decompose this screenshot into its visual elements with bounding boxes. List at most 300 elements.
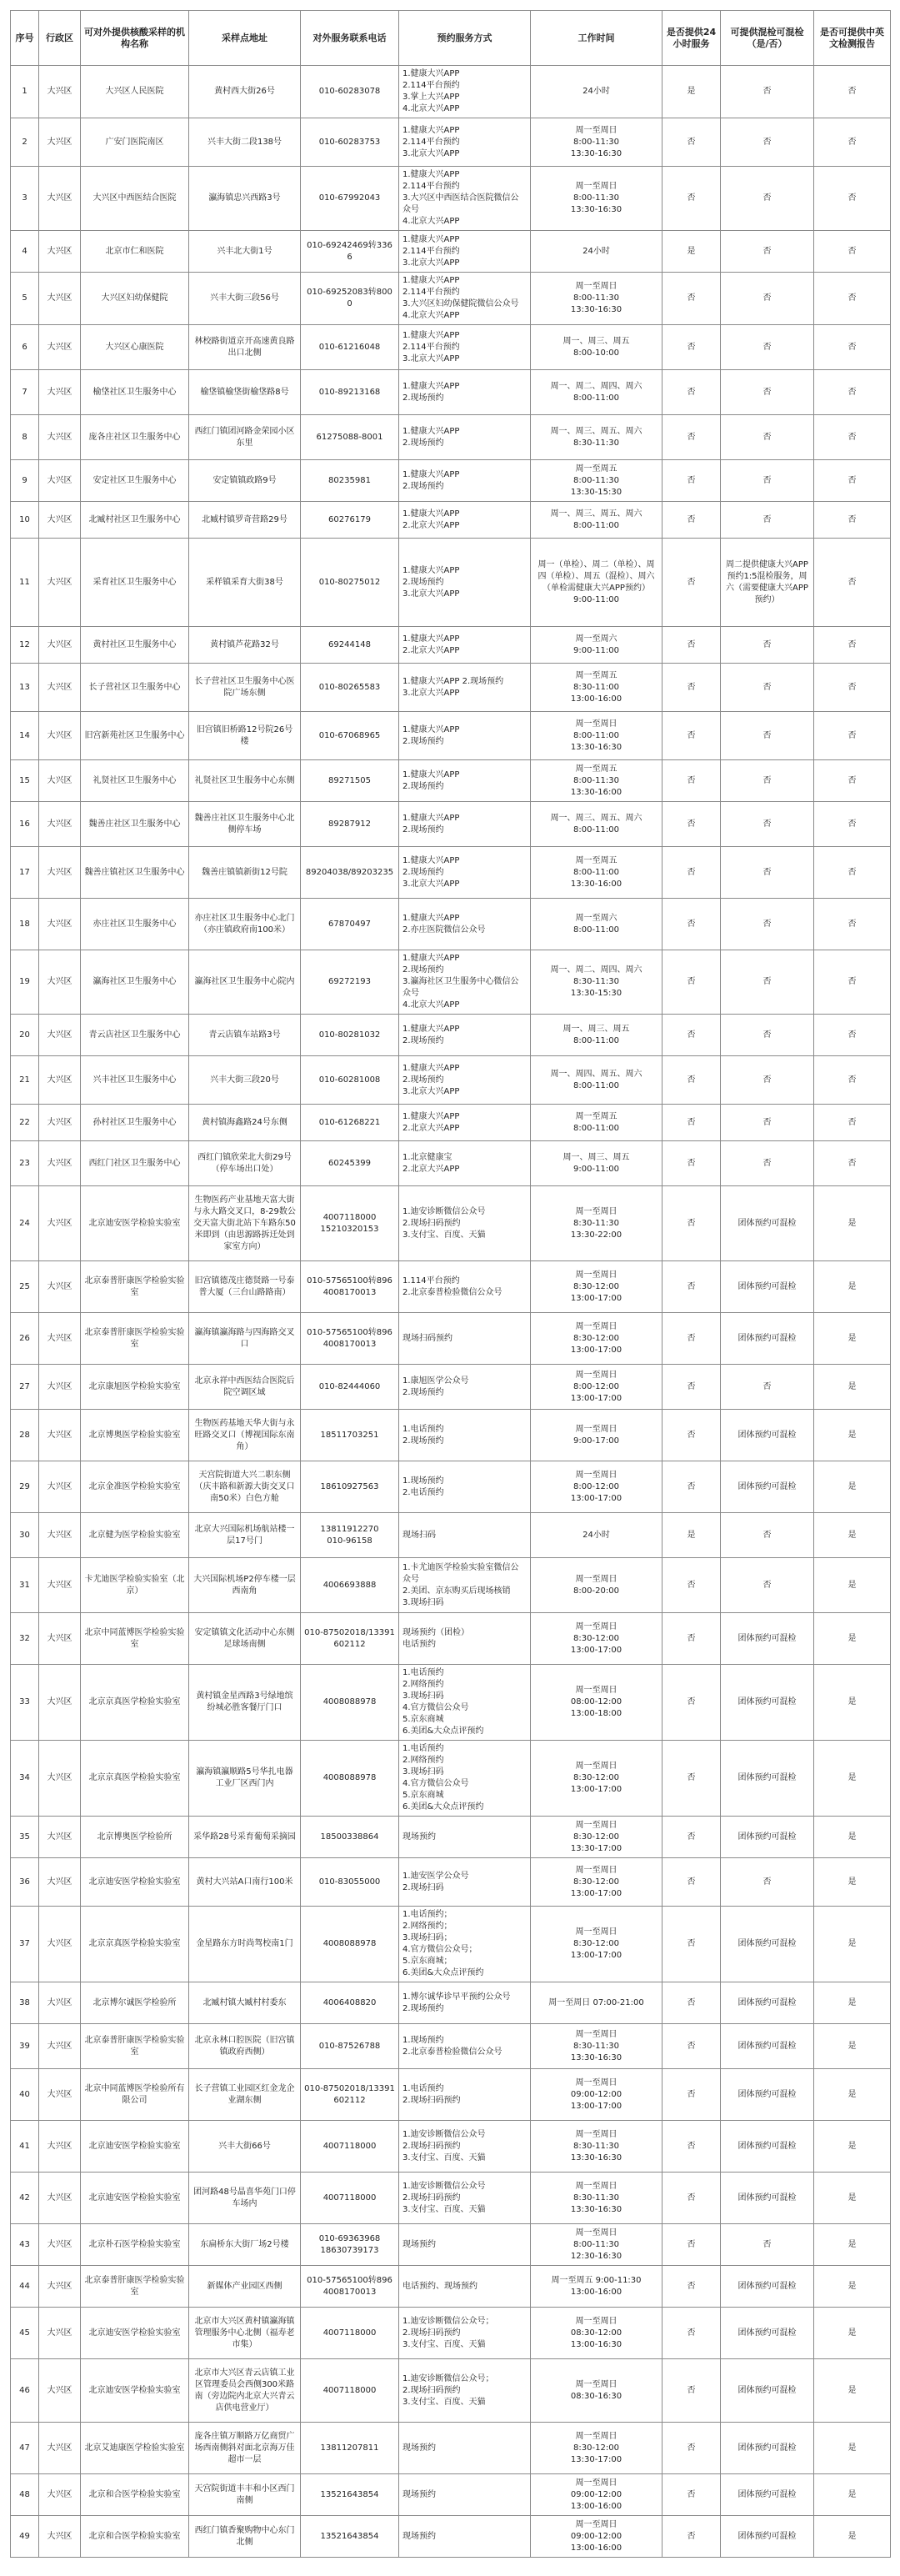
cell-booking-text: 现场预约	[402, 1832, 436, 1842]
cell-institution-text: 黄村社区卫生服务中心	[92, 639, 177, 649]
cell-index	[11, 2173, 39, 2224]
cell-pooled-text: 否	[762, 639, 772, 649]
cell-district-text: 大兴区	[47, 342, 72, 352]
cell-24h	[662, 712, 721, 760]
table-row	[11, 2069, 891, 2121]
cell-institution	[81, 760, 189, 802]
cell-phone	[301, 712, 399, 760]
cell-pooled	[721, 1056, 814, 1105]
table-row	[11, 1186, 891, 1261]
cell-booking	[399, 2516, 531, 2558]
cell-district-text: 大兴区	[47, 475, 72, 485]
cell-booking	[399, 899, 531, 950]
cell-hours	[531, 712, 662, 760]
cell-booking	[399, 627, 531, 664]
cell-24h	[662, 760, 721, 802]
cell-24h-text: 否	[687, 2141, 696, 2151]
cell-booking	[399, 2024, 531, 2069]
table-row	[11, 1105, 891, 1141]
cell-phone-text: 13811207811	[320, 2443, 379, 2453]
cell-index-text: 49	[19, 2531, 30, 2541]
table-row	[11, 118, 891, 167]
cell-address	[189, 1056, 301, 1105]
cell-district	[39, 1105, 81, 1141]
cell-institution-text: 北京泰普肝康医学检验实验室	[84, 1275, 185, 1297]
cell-hours-text: 周一、周四、周五、周六 8:00-11:00	[550, 1069, 642, 1090]
cell-institution-text: 北京中同蓝博医学检验实验室	[84, 1627, 185, 1649]
cell-institution	[81, 1817, 189, 1858]
cell-pooled	[721, 1982, 814, 2024]
table-row	[11, 370, 891, 415]
cell-phone	[301, 1513, 399, 1558]
cell-address	[189, 1261, 301, 1313]
cell-district	[39, 460, 81, 502]
cell-institution-text: 瀛海社区卫生服务中心	[92, 977, 177, 986]
cell-hours	[531, 370, 662, 415]
cell-booking-text: 1.健康大兴APP 2.114平台预约 3.大兴区妇幼保健院微信公众号 4.北京大兴APP	[402, 276, 519, 320]
cell-address-text: 新媒体产业园区西侧	[207, 2281, 282, 2291]
cell-institution	[81, 2423, 189, 2474]
cell-pooled-text: 否	[762, 1530, 772, 1540]
cell-booking	[399, 1461, 531, 1513]
cell-booking	[399, 712, 531, 760]
cell-district-text: 大兴区	[47, 682, 72, 692]
cell-bilingual	[814, 2024, 891, 2069]
cell-hours-text: 周一至周五 9:00-11:30 13:00-16:00	[551, 2275, 642, 2297]
cell-district	[39, 2516, 81, 2558]
cell-hours-text: 周一至周五 8:00-11:00 13:30-16:00	[570, 855, 622, 889]
cell-booking	[399, 1261, 531, 1313]
cell-pooled	[721, 1613, 814, 1665]
cell-phone	[301, 627, 399, 664]
cell-hours	[531, 2516, 662, 2558]
cell-district	[39, 1461, 81, 1513]
cell-index-text: 40	[19, 2089, 30, 2099]
cell-address	[189, 950, 301, 1015]
cell-bilingual-text: 否	[848, 387, 857, 397]
cell-institution	[81, 1410, 189, 1461]
cell-pooled-text: 团体预约可混检	[738, 1481, 797, 1491]
cell-24h	[662, 1365, 721, 1410]
cell-phone	[301, 950, 399, 1015]
cell-booking-text: 1.现场预约 2.电话预约	[402, 1476, 444, 1497]
cell-hours	[531, 502, 662, 539]
cell-address-text: 生物医药基地天华大街与永旺路交叉口（博视国际东南角）	[194, 1418, 295, 1451]
cell-booking	[399, 415, 531, 460]
cell-index-text: 12	[19, 639, 30, 649]
cell-address-text: 天宫院街道丰丰和小区西门南侧	[194, 2483, 295, 2505]
cell-district-text: 大兴区	[47, 977, 72, 986]
cell-hours-text: 24小时	[582, 246, 610, 256]
cell-bilingual-text: 否	[848, 977, 857, 986]
cell-phone-text: 13521643854	[320, 2489, 379, 2499]
cell-district	[39, 415, 81, 460]
cell-booking	[399, 847, 531, 899]
cell-index-text: 7	[22, 387, 28, 397]
cell-bilingual-text: 否	[848, 919, 857, 929]
cell-address	[189, 2121, 301, 2173]
cell-pooled	[721, 325, 814, 370]
cell-district-text: 大兴区	[47, 577, 72, 587]
cell-pooled-text: 否	[762, 193, 772, 203]
cell-bilingual-text: 否	[848, 342, 857, 352]
cell-phone-text: 010-83055000	[318, 1877, 381, 1887]
cell-institution-text: 安定社区卫生服务中心	[92, 475, 177, 485]
cell-24h	[662, 231, 721, 273]
cell-index-text: 22	[19, 1117, 30, 1127]
cell-address	[189, 1365, 301, 1410]
cell-hours	[531, 325, 662, 370]
cell-institution-text: 北京健为医学检验实验室	[88, 1530, 181, 1540]
table-row	[11, 1261, 891, 1313]
cell-booking	[399, 167, 531, 231]
cell-24h-text: 否	[687, 1381, 696, 1391]
cell-24h	[662, 2359, 721, 2423]
cell-bilingual-text: 否	[848, 730, 857, 740]
cell-booking	[399, 1015, 531, 1056]
table-row	[11, 1907, 891, 1982]
cell-24h-text: 否	[687, 2489, 696, 2499]
cell-district-text: 大兴区	[47, 2531, 72, 2541]
cell-bilingual	[814, 1461, 891, 1513]
cell-24h-text: 否	[687, 1697, 696, 1706]
cell-district-text: 大兴区	[47, 1158, 72, 1168]
cell-index	[11, 1558, 39, 1613]
cell-24h-text: 否	[687, 137, 696, 147]
cell-bilingual	[814, 664, 891, 712]
cell-booking-text: 1.健康大兴APP 2.114平台预约 3.北京大兴APP	[402, 125, 460, 158]
cell-bilingual	[814, 1907, 891, 1982]
cell-district-text: 大兴区	[47, 1481, 72, 1491]
cell-pooled	[721, 2423, 814, 2474]
cell-phone	[301, 1056, 399, 1105]
cell-bilingual	[814, 2173, 891, 2224]
cell-institution-text: 北京迪安医学检验实验室	[88, 1877, 181, 1887]
cell-24h-text: 否	[687, 1877, 696, 1887]
cell-phone-text: 010-67992043	[318, 193, 381, 203]
cell-bilingual-text: 否	[848, 1075, 857, 1085]
cell-bilingual-text: 否	[848, 1030, 857, 1040]
cell-pooled-text: 否	[762, 293, 772, 303]
cell-bilingual-text: 是	[848, 2281, 857, 2291]
cell-booking-text: 1.114平台预约 2.北京泰普检验微信公众号	[402, 1275, 502, 1297]
cell-hours-text: 周一至周五 8:00-11:30 13:30-16:00	[570, 764, 622, 797]
cell-district-text: 大兴区	[47, 514, 72, 524]
cell-district-text: 大兴区	[47, 2281, 72, 2291]
cell-index	[11, 1141, 39, 1186]
cell-phone-text: 13811912270 010-96158	[320, 1524, 379, 1546]
cell-address	[189, 2516, 301, 2558]
cell-index-text: 37	[19, 1939, 30, 1948]
cell-booking	[399, 1410, 531, 1461]
cell-district-text: 大兴区	[47, 1939, 72, 1948]
cell-district	[39, 1410, 81, 1461]
cell-hours	[531, 2359, 662, 2423]
cell-hours	[531, 1741, 662, 1817]
cell-index-text: 24	[19, 1218, 30, 1228]
header-bilingual: 是否可提供中英文检测报告	[814, 11, 891, 66]
cell-booking-text: 1.电话预约 2.现场扫码预约	[402, 2083, 461, 2105]
cell-hours	[531, 2423, 662, 2474]
cell-pooled	[721, 802, 814, 847]
cell-phone	[301, 1858, 399, 1907]
cell-institution-text: 北京艾迪康医学检验实验室	[84, 2443, 185, 2453]
cell-index-text: 43	[19, 2239, 30, 2249]
header-row	[11, 11, 891, 66]
table-row	[11, 231, 891, 273]
cell-address-text: 庞各庄镇万顺路万亿商贸广场西南侧斜对面北京海万佳超市一层	[194, 2431, 295, 2464]
cell-district	[39, 1015, 81, 1056]
cell-pooled	[721, 2121, 814, 2173]
cell-pooled	[721, 1741, 814, 1817]
table-row	[11, 2121, 891, 2173]
cell-index-text: 14	[19, 730, 30, 740]
cell-booking-text: 1.电话预约 2.网络预约 3.现场扫码 4.官方微信公众号 5.京东商城 6.美团&大众点评预约	[402, 1668, 484, 1736]
cell-hours	[531, 2024, 662, 2069]
cell-24h	[662, 1513, 721, 1558]
cell-hours	[531, 1817, 662, 1858]
cell-institution	[81, 2308, 189, 2359]
cell-pooled	[721, 273, 814, 325]
cell-address	[189, 1313, 301, 1365]
cell-district-text: 大兴区	[47, 432, 72, 442]
cell-district-text: 大兴区	[47, 1997, 72, 2007]
cell-hours-text: 24小时	[582, 87, 610, 96]
cell-phone	[301, 1365, 399, 1410]
cell-booking	[399, 1313, 531, 1365]
cell-24h-text: 否	[687, 1580, 696, 1590]
cell-institution	[81, 1186, 189, 1261]
cell-booking-text: 1.健康大兴APP 2.北京大兴APP	[402, 509, 460, 530]
cell-hours	[531, 1313, 662, 1365]
cell-address	[189, 1513, 301, 1558]
cell-institution	[81, 2024, 189, 2069]
cell-index-text: 27	[19, 1381, 30, 1391]
cell-index	[11, 1741, 39, 1817]
cell-pooled-text: 否	[762, 819, 772, 829]
cell-address	[189, 460, 301, 502]
cell-phone	[301, 2308, 399, 2359]
cell-phone	[301, 2121, 399, 2173]
cell-hours-text: 周一至周日 8:00-11:00 13:30-16:30	[570, 719, 622, 752]
cell-index	[11, 1461, 39, 1513]
cell-hours-text: 周一至周日 8:00-12:00 13:00-17:00	[570, 1470, 622, 1503]
cell-district	[39, 760, 81, 802]
cell-institution	[81, 712, 189, 760]
cell-district	[39, 712, 81, 760]
cell-address-text: 西红门镇团河路金荣园小区东里	[194, 426, 295, 448]
cell-hours-text: 周一（单检）、周二（单检）、周四（单检）、周五（混检）、周六（单检需健康大兴APP预约） 9:00-11:00	[538, 559, 655, 604]
cell-address	[189, 1613, 301, 1665]
cell-index	[11, 502, 39, 539]
cell-24h	[662, 1261, 721, 1313]
cell-phone	[301, 231, 399, 273]
cell-institution-text: 礼贤社区卫生服务中心	[92, 775, 177, 785]
cell-bilingual	[814, 1056, 891, 1105]
cell-24h-text: 否	[687, 577, 696, 587]
cell-24h-text: 否	[687, 2281, 696, 2291]
cell-booking-text: 1.健康大兴APP 2.114平台预约 3.北京大兴APP	[402, 330, 460, 363]
cell-address	[189, 167, 301, 231]
cell-institution	[81, 325, 189, 370]
cell-booking-text: 1.电话预约 2.现场预约	[402, 1424, 444, 1446]
cell-index	[11, 664, 39, 712]
cell-district-text: 大兴区	[47, 2041, 72, 2051]
cell-index-text: 21	[19, 1075, 30, 1085]
cell-bilingual	[814, 1365, 891, 1410]
cell-address	[189, 899, 301, 950]
header-institution: 可对外提供核酸采样的机构名称	[81, 11, 189, 66]
cell-hours	[531, 1461, 662, 1513]
cell-booking-text: 1.健康大兴APP 2.现场预约	[402, 1024, 460, 1045]
cell-bilingual-text: 是	[848, 2141, 857, 2151]
cell-address-text: 瀛海镇忠兴西路3号	[208, 193, 281, 203]
cell-phone	[301, 2474, 399, 2516]
cell-hours-text: 周一至周五 8:30-11:00 13:00-16:00	[570, 670, 622, 704]
cell-address-text: 北京市大兴区黄村镇瀛海镇管理服务中心北侧（福寿老市集）	[194, 2316, 295, 2349]
cell-institution	[81, 899, 189, 950]
cell-phone-text: 4006408820	[322, 1997, 377, 2007]
cell-district-text: 大兴区	[47, 730, 72, 740]
cell-address-text: 礼贤社区卫生服务中心东侧	[194, 775, 295, 785]
cell-phone	[301, 502, 399, 539]
cell-pooled-text: 否	[762, 977, 772, 986]
cell-index	[11, 627, 39, 664]
cell-phone-text: 010-67068965	[318, 730, 381, 740]
table-row	[11, 2266, 891, 2308]
cell-index-text: 33	[19, 1697, 30, 1706]
table-body	[11, 66, 891, 2558]
cell-pooled	[721, 460, 814, 502]
cell-24h-text: 否	[687, 342, 696, 352]
cell-index	[11, 2308, 39, 2359]
cell-bilingual	[814, 167, 891, 231]
cell-district	[39, 1558, 81, 1613]
cell-institution-text: 北京中同蓝博医学检验所有限公司	[84, 2083, 185, 2105]
table-row	[11, 1558, 891, 1613]
cell-booking	[399, 118, 531, 167]
cell-district-text: 大兴区	[47, 87, 72, 96]
cell-institution	[81, 502, 189, 539]
cell-institution-text: 北京泰普肝康医学检验实验室	[84, 2035, 185, 2057]
cell-phone-text: 18511703251	[320, 1430, 379, 1440]
cell-hours	[531, 1015, 662, 1056]
cell-phone	[301, 2024, 399, 2069]
cell-booking-text: 1.迪安医学公众号 2.现场扫码	[402, 1871, 469, 1892]
cell-institution-text: 北京迪安医学检验实验室	[88, 2141, 181, 2151]
cell-booking-text: 现场预约（团检） 电话预约	[402, 1627, 469, 1649]
cell-booking	[399, 1741, 531, 1817]
cell-phone-text: 010-80265583	[318, 682, 381, 692]
cell-bilingual	[814, 1665, 891, 1741]
cell-pooled-text: 否	[762, 1877, 772, 1887]
cell-district	[39, 1513, 81, 1558]
cell-hours-text: 周一至周日 8:30-11:30 13:30-16:30	[570, 2029, 622, 2062]
table-row	[11, 664, 891, 712]
cell-phone-text: 010-80275012	[318, 577, 381, 587]
cell-institution-text: 北京和合医学检验实验室	[88, 2531, 181, 2541]
cell-address-text: 安定镇镇政路9号	[212, 475, 277, 485]
cell-24h-text: 否	[687, 2443, 696, 2453]
cell-index	[11, 2121, 39, 2173]
cell-24h-text: 否	[687, 919, 696, 929]
cell-phone-text: 18500338864	[320, 1832, 379, 1842]
cell-booking	[399, 1365, 531, 1410]
cell-phone	[301, 273, 399, 325]
cell-index	[11, 66, 39, 118]
cell-24h-text: 是	[687, 1530, 696, 1540]
cell-bilingual-text: 是	[848, 1939, 857, 1948]
cell-bilingual	[814, 1015, 891, 1056]
cell-bilingual	[814, 118, 891, 167]
cell-24h	[662, 1141, 721, 1186]
cell-institution-text: 采育社区卫生服务中心	[92, 577, 177, 587]
cell-24h-text: 否	[687, 475, 696, 485]
cell-pooled	[721, 1665, 814, 1741]
cell-district-text: 大兴区	[47, 2089, 72, 2099]
cell-24h-text: 否	[687, 1939, 696, 1948]
cell-address	[189, 627, 301, 664]
cell-institution	[81, 1858, 189, 1907]
cell-district	[39, 2173, 81, 2224]
cell-index-text: 20	[19, 1030, 30, 1040]
cell-phone	[301, 118, 399, 167]
table-row	[11, 1513, 891, 1558]
cell-address-text: 长子营镇工业园区红金龙企业湖东侧	[194, 2083, 295, 2105]
cell-24h	[662, 460, 721, 502]
cell-24h-text: 否	[687, 1117, 696, 1127]
cell-booking-text: 现场预约	[402, 2443, 436, 2453]
cell-institution-text: 大兴区心康医院	[105, 342, 164, 352]
cell-booking-text: 1.健康大兴APP 2.现场预约 3.北京大兴APP	[402, 1063, 460, 1096]
cell-hours	[531, 460, 662, 502]
cell-institution-text: 北京朴石医学检验实验室	[88, 2239, 181, 2249]
cell-24h	[662, 1982, 721, 2024]
cell-24h	[662, 950, 721, 1015]
cell-pooled-text: 团体预约可混检	[738, 2193, 797, 2203]
cell-hours	[531, 2224, 662, 2266]
cell-24h-text: 否	[687, 1481, 696, 1491]
cell-bilingual	[814, 1858, 891, 1907]
cell-address-text: 天宫院街道大兴二职东侧（庆丰路和新源大街交叉口南50米）白色方舱	[194, 1470, 295, 1503]
cell-index-text: 31	[19, 1580, 30, 1590]
cell-index-text: 15	[19, 775, 30, 785]
cell-pooled-text: 否	[762, 1580, 772, 1590]
cell-phone	[301, 1613, 399, 1665]
cell-hours	[531, 2474, 662, 2516]
cell-bilingual-text: 否	[848, 775, 857, 785]
table-row	[11, 847, 891, 899]
cell-booking-text: 1.健康大兴APP 2.114平台预约 3.北京大兴APP	[402, 234, 460, 268]
cell-address	[189, 2423, 301, 2474]
cell-bilingual	[814, 1141, 891, 1186]
cell-phone-text: 60276179	[328, 514, 371, 524]
cell-hours	[531, 1513, 662, 1558]
table-row	[11, 1858, 891, 1907]
cell-institution	[81, 1056, 189, 1105]
cell-booking-text: 1.迪安诊断微信公众号 2.现场扫码预约 3.支付宝、百度、天猫	[402, 2181, 486, 2214]
cell-phone	[301, 1817, 399, 1858]
cell-district	[39, 1141, 81, 1186]
cell-pooled	[721, 2069, 814, 2121]
cell-address	[189, 325, 301, 370]
cell-booking	[399, 1665, 531, 1741]
cell-bilingual-text: 是	[848, 1633, 857, 1643]
cell-pooled-text: 团体预约可混检	[738, 1832, 797, 1842]
table-row	[11, 760, 891, 802]
cell-bilingual-text: 是	[848, 1997, 857, 2007]
cell-district-text: 大兴区	[47, 2489, 72, 2499]
